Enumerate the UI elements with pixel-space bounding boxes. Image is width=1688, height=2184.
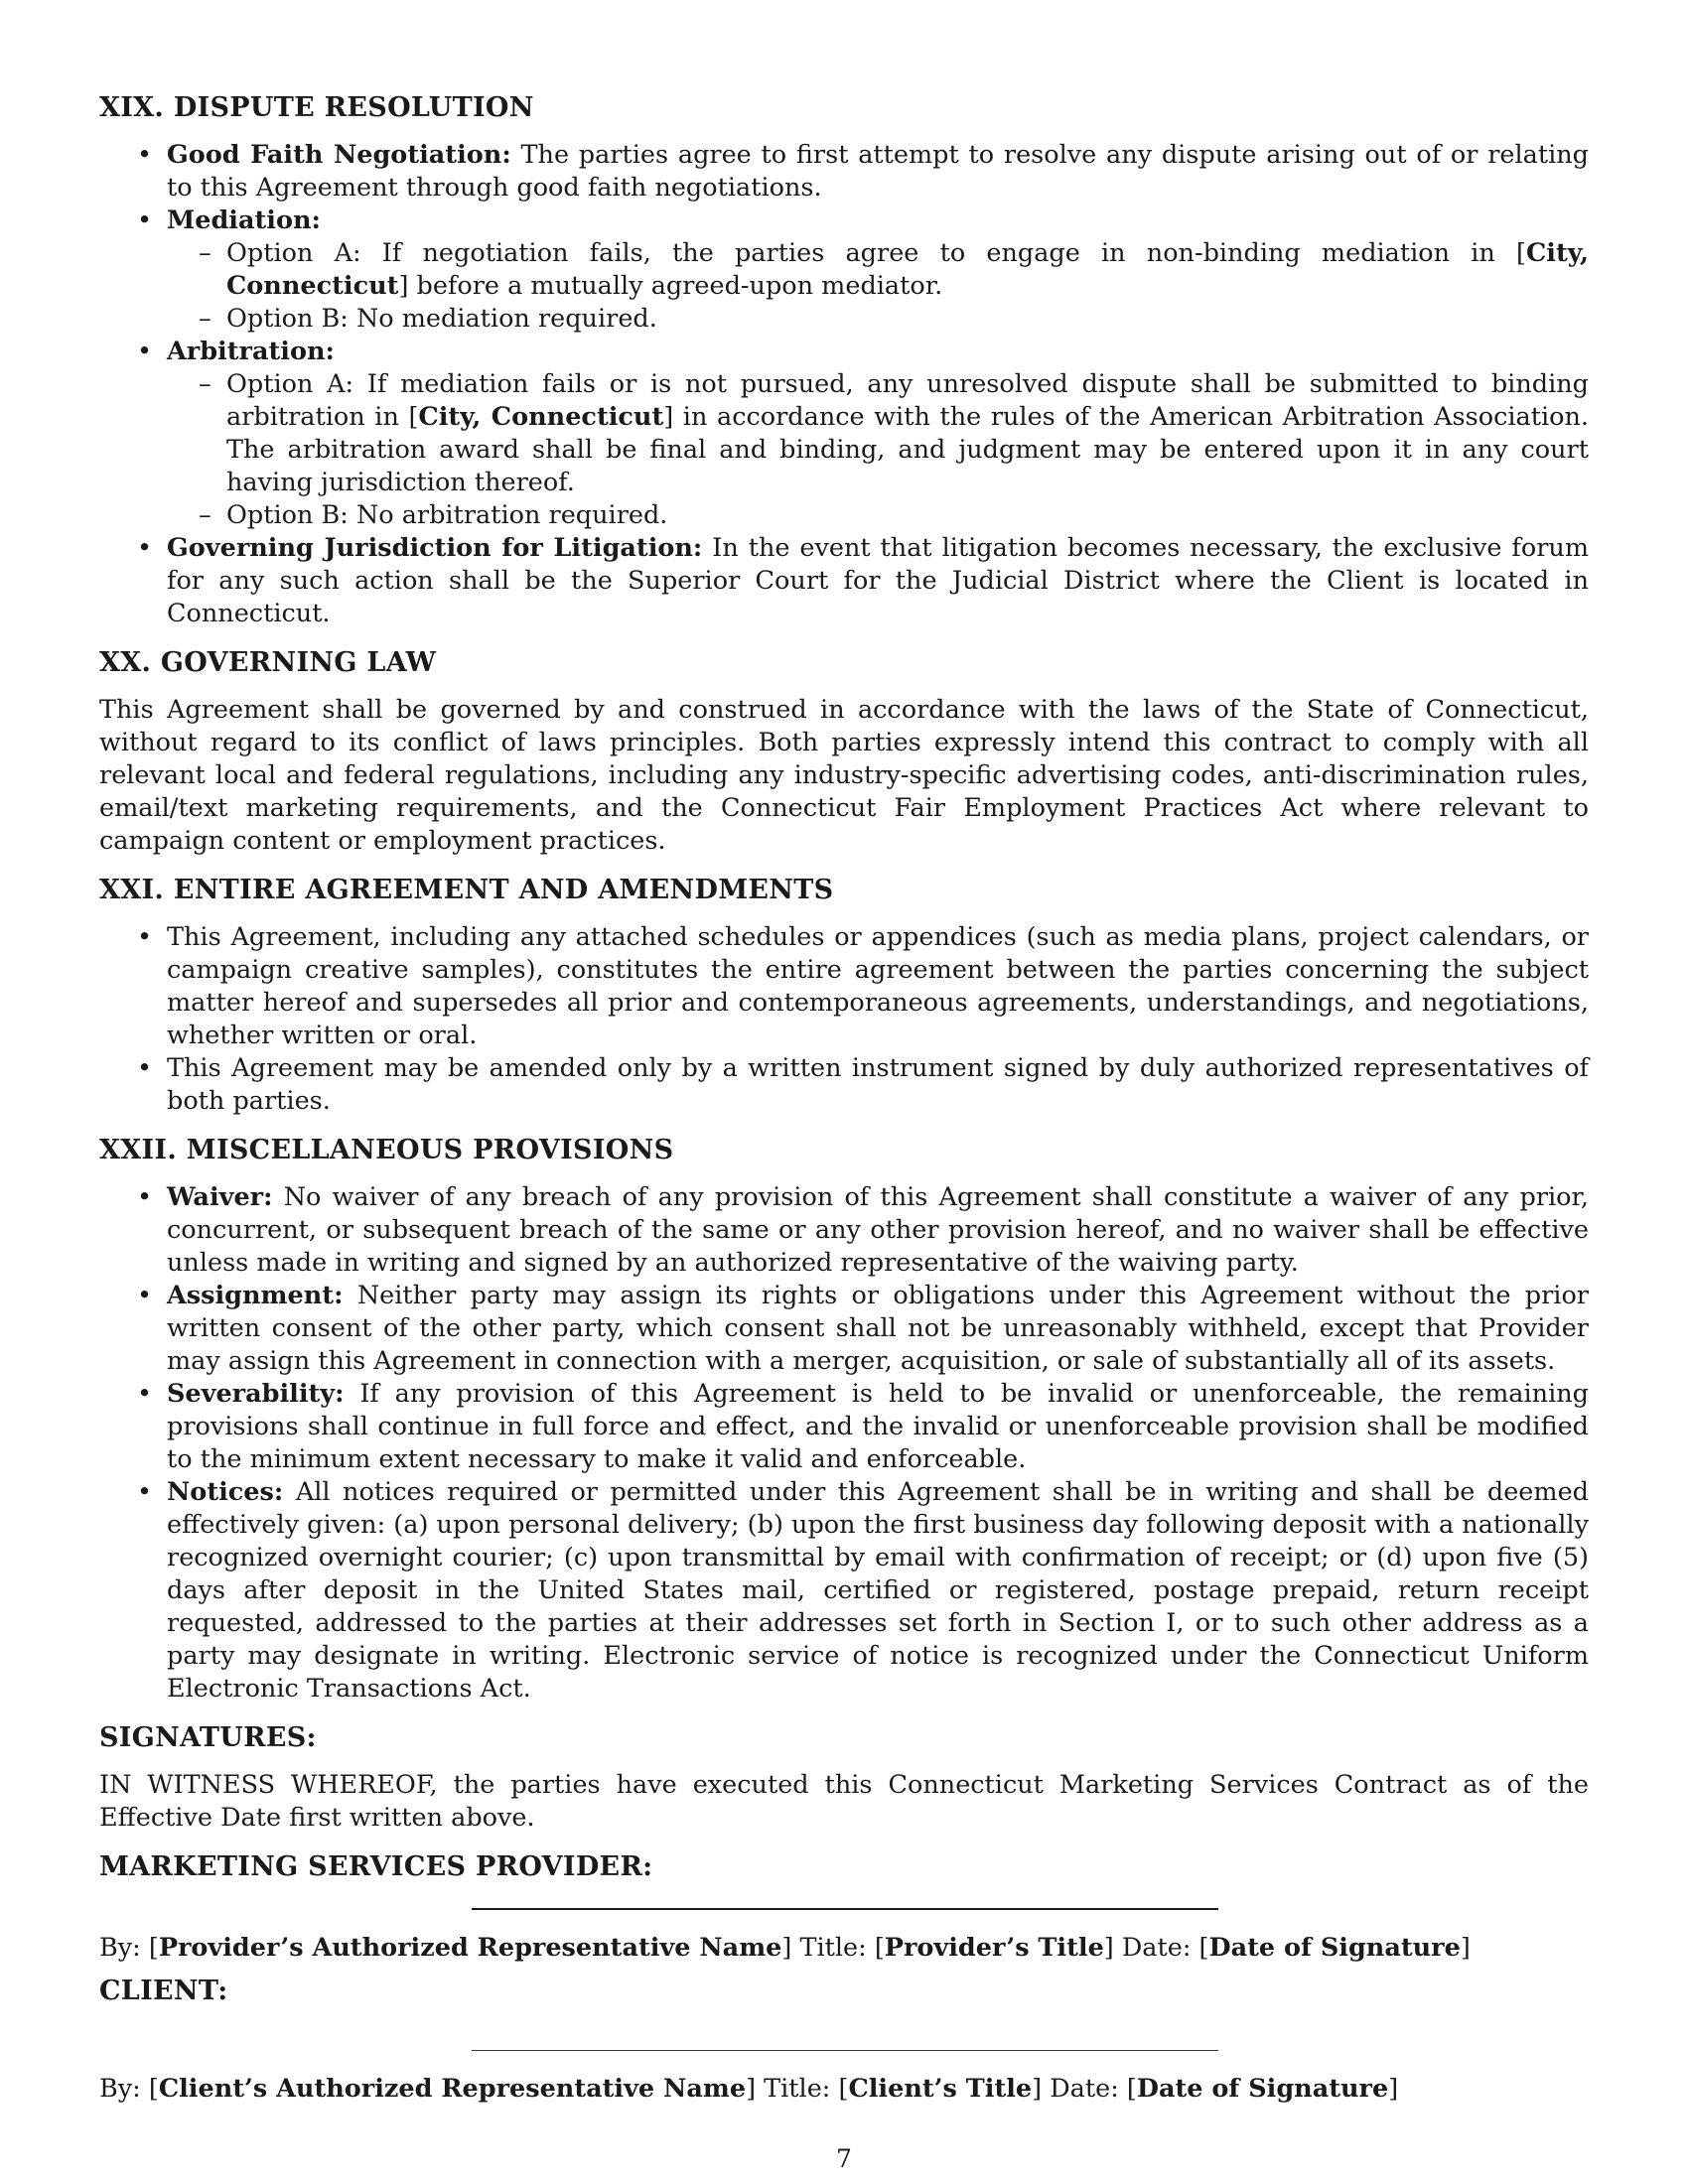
mediation-a-city: City, Connecticut — [226, 238, 1589, 301]
list-item-notices — [99, 1476, 1589, 1706]
arbitration-options — [167, 368, 1589, 532]
arbitration-label: Arbitration: — [167, 337, 335, 366]
provider-title: Provider’s Title — [884, 1933, 1104, 1963]
client-by-label: By: — [99, 2074, 141, 2104]
witness-text: IN WITNESS WHEREOF, the parties have executed this Connecticut Marketing Services Contract as of the Effective Date first written above. — [99, 1770, 1589, 1833]
section-heading-entire-agreement: XXI. ENTIRE AGREEMENT AND AMENDMENTS — [99, 875, 834, 905]
provider-signature-line[interactable] — [472, 1908, 1218, 1910]
list-item-severability — [99, 1378, 1589, 1476]
provider-date: Date of Signature — [1208, 1933, 1461, 1963]
client-name: Client’s Authorized Representative Name — [158, 2074, 747, 2104]
good-faith-text: The parties agree to first attempt to resolve any dispute arising out of or relating to this Agreement through good faith negotiations. — [167, 140, 1590, 203]
client-date-label: Date: — [1050, 2074, 1119, 2104]
miscellaneous-list — [99, 1181, 1589, 1706]
page-number: 7 — [836, 2144, 852, 2173]
arbitration-a-pre: Option A: If mediation fails or is not pursued, any unresolved dispute shall be submitted to binding arbitration in [ — [226, 369, 1589, 432]
arbitration-a-post: ] in accordance with the rules of the American Arbitration Association. The arbitration award shall be final and binding, and judgment may be entered upon it in any court having jurisdiction thereof. — [226, 402, 1589, 497]
good-faith-label: Good Faith Negotiation: — [167, 140, 511, 170]
waiver-text: No waiver of any breach of any provision of this Agreement shall constitute a waiver of any prior, concurrent, or subsequent breach of the same or any other provision hereof, and no waiver shall be effective unless made in writing and signed by an authorized representative of the waiving party. — [167, 1182, 1589, 1278]
client-heading: CLIENT: — [99, 1976, 228, 2006]
mediation-option-b: – Option B: No mediation required. — [167, 303, 1589, 336]
client-title-label: Title: — [764, 2074, 831, 2104]
client-date: Date of Signature — [1136, 2074, 1389, 2104]
provider-signature-block: By: [Provider’s Authorized Representative Name] Title: [Provider’s Title] Date: [Date of Signature] — [99, 1933, 1471, 1963]
mediation-options — [167, 237, 1589, 336]
entire-agreement-list — [99, 921, 1589, 1118]
provider-by-label: By: — [99, 1933, 141, 1963]
arbitration-option-b: – Option B: No arbitration required. — [167, 499, 1589, 532]
notices-label: Notices: — [167, 1477, 284, 1507]
governing-law-text: This Agreement shall be governed by and construed in accordance with the laws of the State of Connecticut, without regard to its conflict of laws principles. Both parties expressly intend this contract to comply with all relevant local and federal regulations, including any industry-specific advertising codes, anti-discrimination rules, email/text marketing requirements, and the Connecticut Fair Employment Practices Act where relevant to campaign content or employment practices. — [99, 695, 1589, 856]
client-title: Client’s Title — [848, 2074, 1033, 2104]
mediation-label: Mediation: — [167, 205, 321, 235]
assignment-text: Neither party may assign its rights or obligations under this Agreement without the prior written consent of the other party, which consent shall not be unreasonably withheld, except that Provider may assign this Agreement in connection with a merger, acquisition, or sale of substantially all of its assets. — [167, 1281, 1589, 1376]
section-heading-miscellaneous: XXII. MISCELLANEOUS PROVISIONS — [99, 1135, 674, 1165]
list-item-amendments: • This Agreement may be amended only by a written instrument signed by duly authorized representatives of both parties. — [99, 1052, 1589, 1118]
list-item-entire-agreement: • This Agreement, including any attached schedules or appendices (such as media plans, project calendars, or campaign creative samples), constitutes the entire agreement between the parties concerning the subject matter hereof and supersedes all prior and contemporaneous agreements, understandings, and negotiations, whether written or oral. — [99, 921, 1589, 1052]
arbitration-option-a — [167, 368, 1589, 499]
jurisdiction-label: Governing Jurisdiction for Litigation: — [167, 533, 703, 563]
client-signature-block: By: [Client’s Authorized Representative Name] Title: [Client’s Title] Date: [Date of Signature] — [99, 2074, 1399, 2104]
contract-page — [99, 91, 1589, 2106]
severability-text: If any provision of this Agreement is held to be invalid or unenforceable, the remaining provisions shall continue in full force and effect, and the invalid or unenforceable provision shall be modified to the minimum extent necessary to make it valid and enforceable. — [167, 1379, 1589, 1474]
dispute-resolution-list — [99, 139, 1589, 630]
section-heading-governing-law: XX. GOVERNING LAW — [99, 647, 437, 678]
provider-date-label: Date: — [1121, 1933, 1192, 1963]
provider-name: Provider’s Authorized Representative Name — [158, 1933, 782, 1963]
severability-label: Severability: — [167, 1379, 345, 1409]
list-item-mediation — [99, 205, 1589, 336]
list-item-good-faith — [99, 139, 1589, 205]
provider-title-label: Title: — [799, 1933, 867, 1963]
mediation-a-pre: Option A: If negotiation fails, the parties agree to engage in non-binding mediation in [ — [226, 238, 1526, 268]
section-heading-dispute-resolution: XIX. DISPUTE RESOLUTION — [99, 92, 534, 123]
list-item-assignment — [99, 1280, 1589, 1378]
list-item-arbitration — [99, 336, 1589, 532]
arbitration-a-city: City, Connecticut — [418, 402, 664, 432]
notices-text: All notices required or permitted under this Agreement shall be in writing and shall be deemed effectively given: (a) upon personal delivery; (b) upon the first business day following deposit with a nationally recognized overnight courier; (c) upon transmittal by email with confirmation of receipt; or (d) upon five (5) days after deposit in the United States mail, certified or registered, postage prepaid, return receipt requested, addressed to the parties at their addresses set forth in Section I, or to such other address as a party may designate in writing. Electronic service of notice is recognized under the Connecticut Uniform Electronic Transactions Act. — [167, 1477, 1589, 1704]
list-item-jurisdiction — [99, 532, 1589, 630]
assignment-label: Assignment: — [167, 1281, 344, 1310]
waiver-label: Waiver: — [167, 1182, 273, 1212]
client-signature-line[interactable] — [472, 2050, 1218, 2051]
jurisdiction-text: In the event that litigation becomes necessary, the exclusive forum for any such action shall be the Superior Court for the Judicial District where the Client is located in Connecticut. — [167, 533, 1590, 628]
list-item-waiver — [99, 1181, 1589, 1280]
mediation-a-post: ] before a mutually agreed-upon mediator. — [398, 271, 943, 301]
mediation-option-a — [167, 237, 1589, 303]
section-heading-signatures: SIGNATURES: — [99, 1722, 317, 1753]
provider-heading: MARKETING SERVICES PROVIDER: — [99, 1851, 653, 1882]
